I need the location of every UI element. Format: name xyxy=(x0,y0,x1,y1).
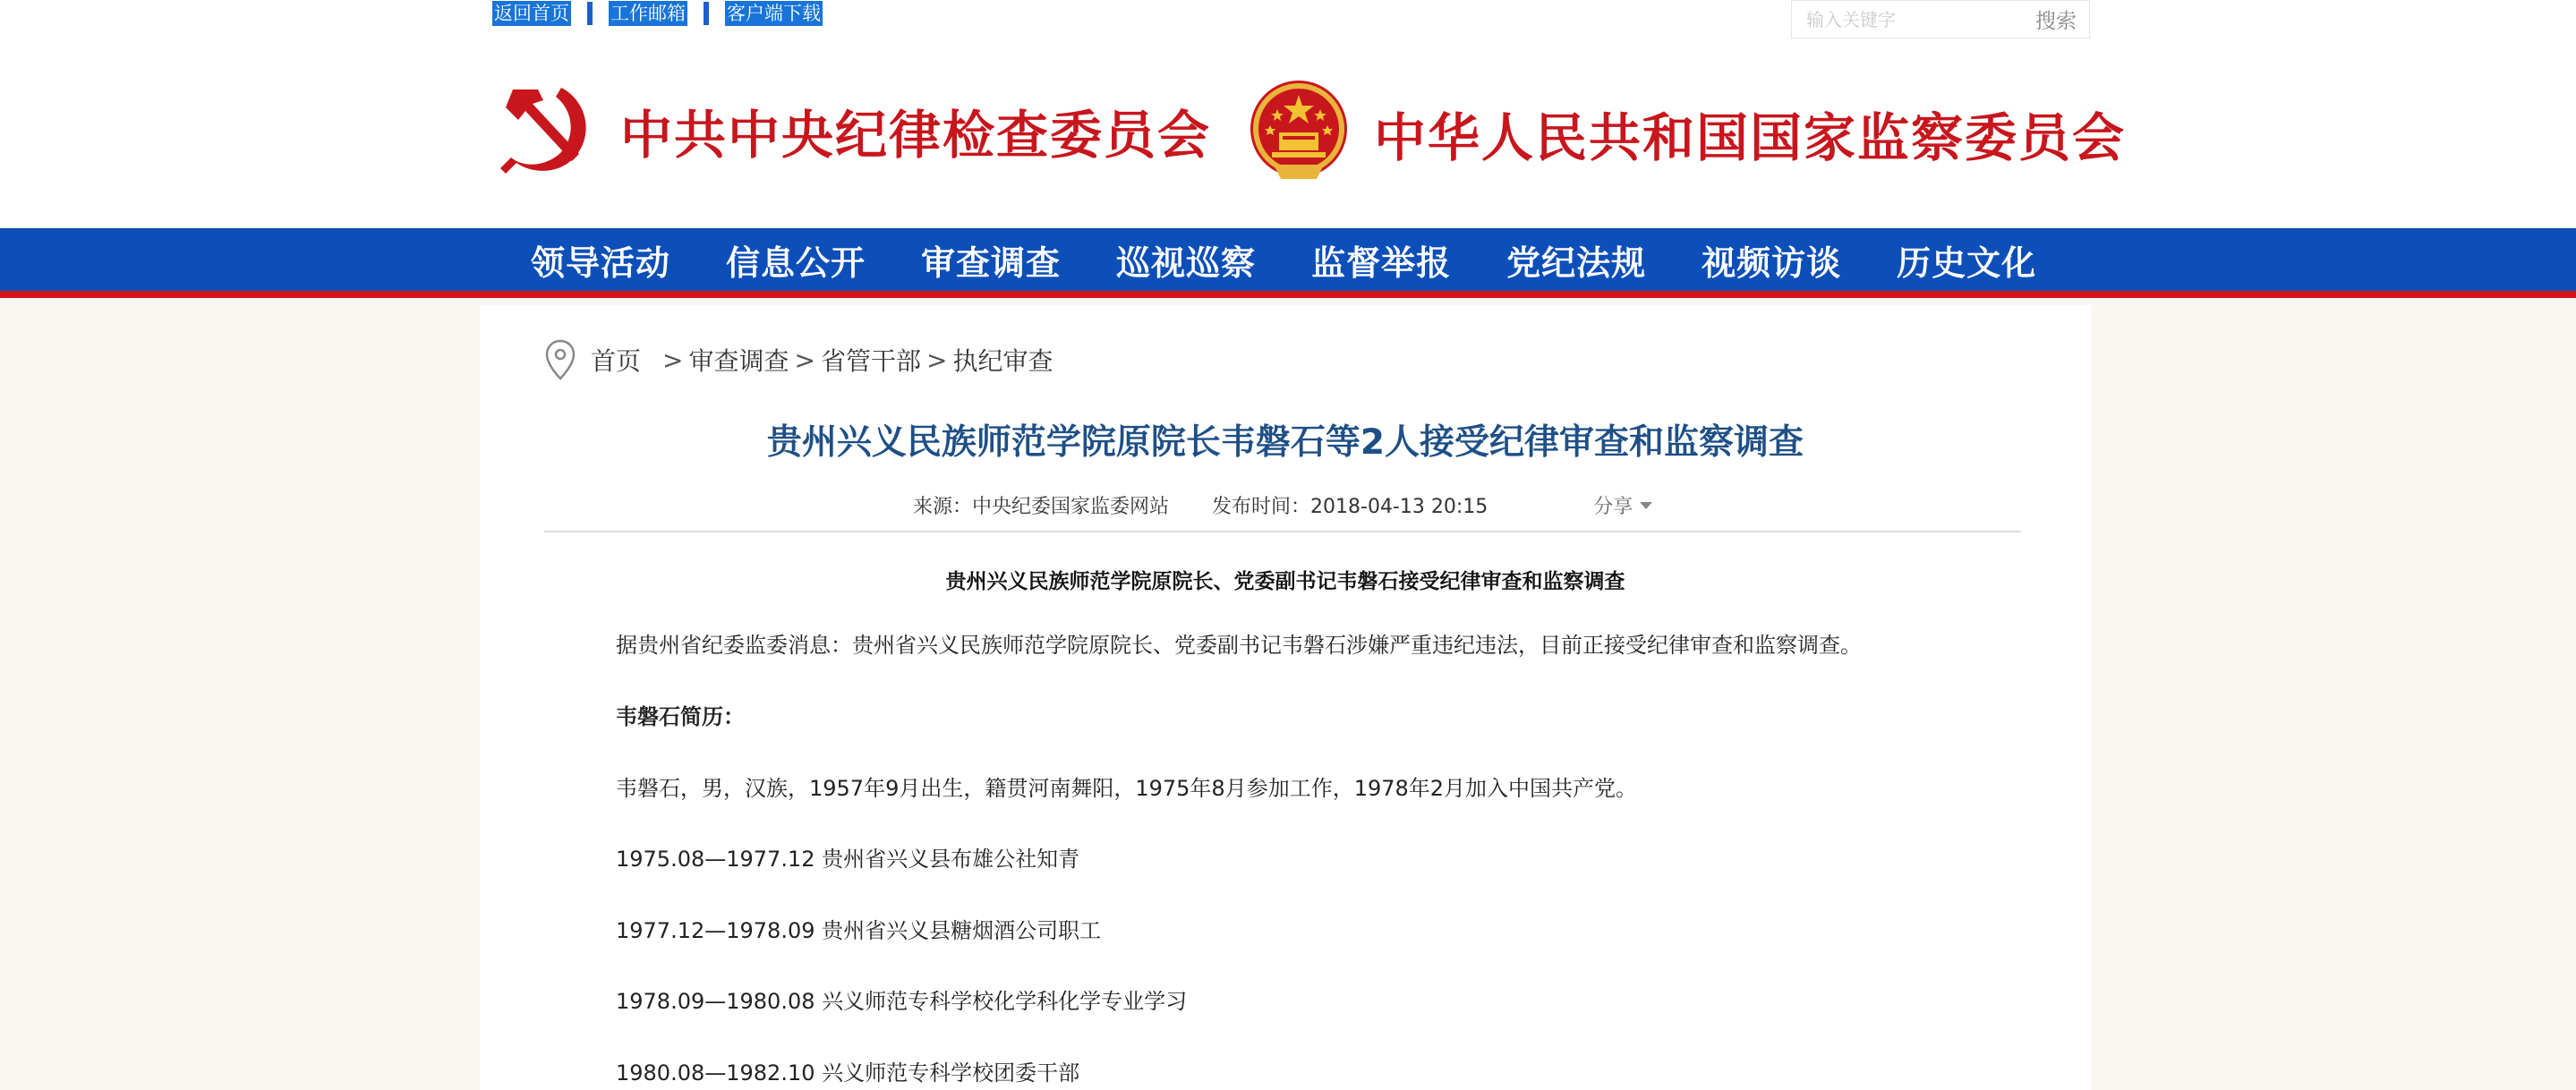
main-nav xyxy=(0,228,2576,298)
article-published-time: 发布时间：2018-04-13 20:15 xyxy=(1212,496,1488,518)
nsc-logo-text: 中华人民共和国国家监察委员会 xyxy=(1374,107,2127,168)
nav-item-leadership[interactable]: 领导活动 xyxy=(531,242,671,283)
breadcrumb-provincial-cadres[interactable]: 省管干部 xyxy=(820,346,921,376)
breadcrumb-disciplinary-review[interactable]: 执纪审查 xyxy=(952,346,1053,376)
top-link-separator xyxy=(587,2,593,25)
ccdi-logo[interactable] xyxy=(497,81,1211,181)
nav-item-report[interactable]: 监督举报 xyxy=(1311,242,1452,283)
article-subhead: 贵州兴义民族师范学院原院长、党委副书记韦磐石接受纪律审查和监察调查 xyxy=(945,570,1625,593)
chevron-down-icon xyxy=(1640,502,1652,509)
resume-entry: 1980.08—1982.10 兴义师范专科学校团委干部 xyxy=(616,1060,1080,1086)
article-container xyxy=(480,305,2091,1090)
client-download-link[interactable]: 客户端下载 xyxy=(727,3,821,24)
work-email-link[interactable]: 工作邮箱 xyxy=(610,3,686,24)
national-emblem-icon xyxy=(1247,79,1351,188)
paragraph: 韦磐石，男，汉族，1957年9月出生，籍贯河南舞阳，1975年8月参加工作，1978年2月加入中国共产党。 xyxy=(616,776,1638,801)
nav-item-regulations[interactable]: 党纪法规 xyxy=(1506,242,1647,283)
search-input[interactable] xyxy=(1792,2,2035,38)
resume-entry: 1978.09—1980.08 兴义师范专科学校化学科化学专业学习 xyxy=(616,989,1188,1014)
location-pin-icon xyxy=(544,339,576,380)
share-dropdown[interactable] xyxy=(1593,491,1652,519)
paragraph: 据贵州省纪委监委消息：贵州省兴义民族师范学院原院长、党委副书记韦磐石涉嫌严重违纪违法，目前正接受纪律审查和监察调查。 xyxy=(616,633,1862,658)
nav-item-inspection[interactable]: 巡视巡察 xyxy=(1116,242,1257,283)
nav-item-history[interactable]: 历史文化 xyxy=(1897,242,2037,283)
nav-item-video[interactable]: 视频访谈 xyxy=(1702,242,1842,283)
breadcrumb-separator: > xyxy=(794,345,815,375)
top-links xyxy=(492,0,823,27)
top-link-separator xyxy=(704,2,709,25)
nav-item-info[interactable]: 信息公开 xyxy=(726,242,866,283)
home-link[interactable]: 返回首页 xyxy=(494,3,569,24)
search-box xyxy=(1791,0,2090,38)
breadcrumb-investigation[interactable]: 审查调查 xyxy=(688,346,789,376)
share-label: 分享 xyxy=(1593,496,1633,518)
breadcrumb-home[interactable]: 首页 xyxy=(591,346,642,376)
breadcrumb-separator: > xyxy=(662,345,684,375)
title-divider xyxy=(544,531,2021,532)
nav-item-investigation[interactable]: 审查调查 xyxy=(921,242,1062,283)
breadcrumb xyxy=(544,339,1053,380)
paragraph-heading: 韦磐石简历： xyxy=(616,704,745,729)
nsc-logo[interactable] xyxy=(1247,79,2126,188)
search-button[interactable]: 搜索 xyxy=(2035,10,2077,33)
ccdi-logo-text: 中共中央纪律检查委员会 xyxy=(620,105,1212,166)
hammer-sickle-icon xyxy=(497,81,597,181)
resume-entry: 1977.12—1978.09 贵州省兴义县糖烟酒公司职工 xyxy=(616,918,1102,943)
article-meta xyxy=(913,491,1652,519)
article-source: 来源：中央纪委国家监委网站 xyxy=(913,496,1170,518)
article-title: 贵州兴义民族师范学院原院长韦磐石等2人接受纪律审查和监察调查 xyxy=(766,422,1804,463)
resume-entry: 1975.08—1977.12 贵州省兴义县布雄公社知青 xyxy=(616,847,1080,872)
breadcrumb-separator: > xyxy=(925,345,948,375)
